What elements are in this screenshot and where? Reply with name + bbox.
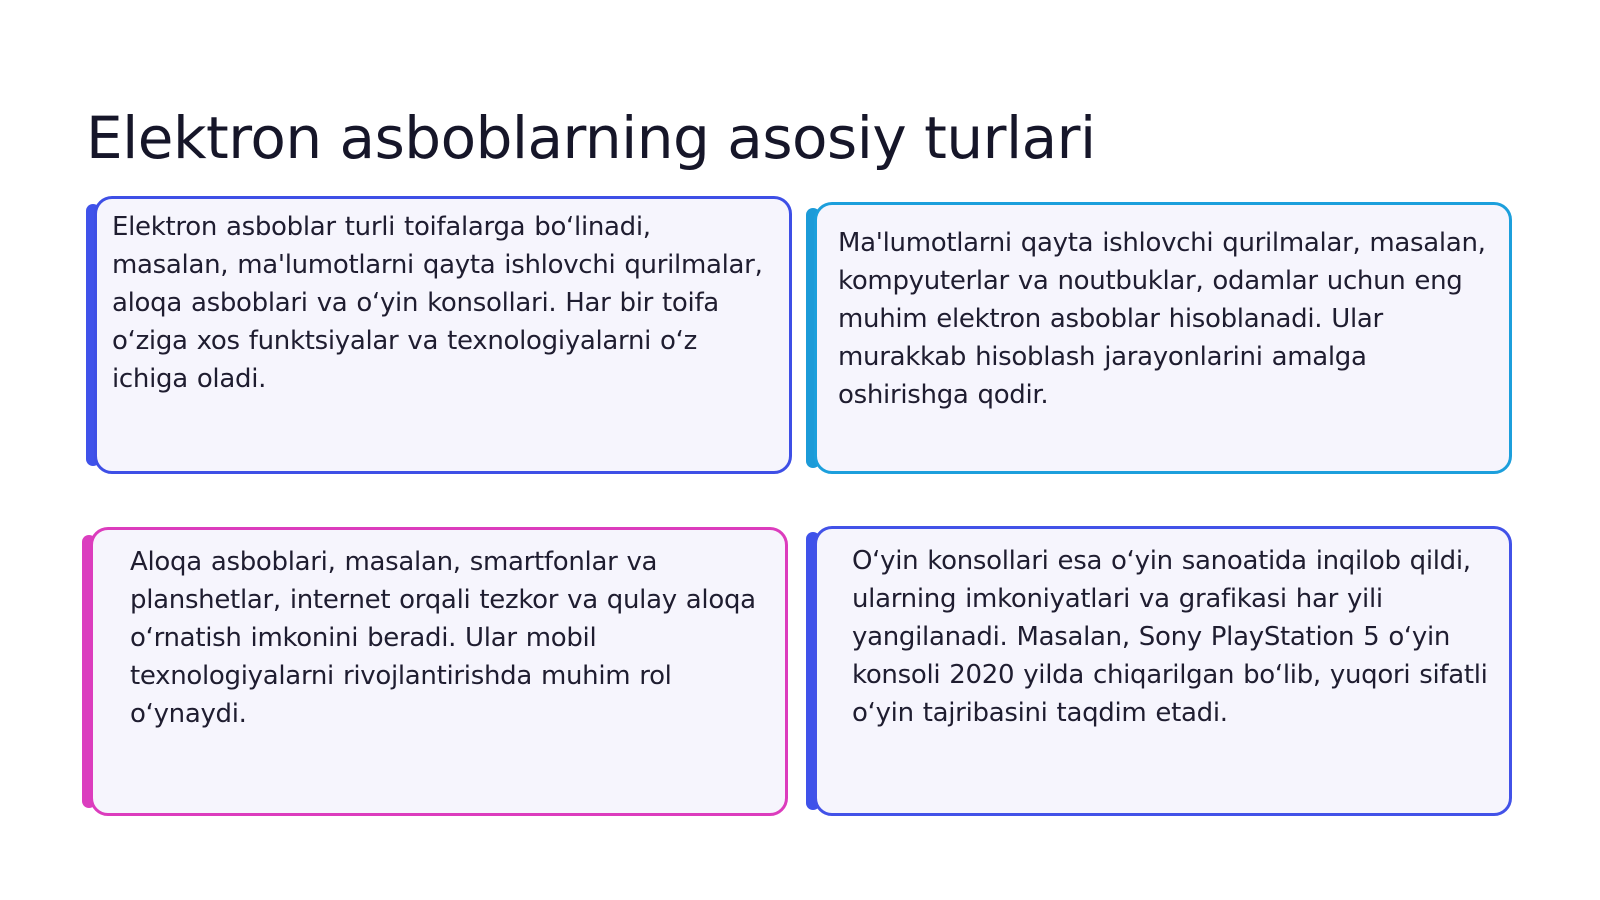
card-data-categories [86,196,792,474]
card-text: Aloqa asboblari, masalan, smartfonlar va planshetlar, internet orqali tezkor va qulay aloqa o‘rnatish imkonini beradi. Ular mobil texnologiyalarni rivojlantirishda muhim rol o‘ynaydi. [130,547,756,729]
slide-title: Elektron asboblarning asosiy turlari [86,104,1096,172]
card-text: O‘yin konsollari esa o‘yin sanoatida inqilob qildi, ularning imkoniyatlari va grafikasi har yili yangilanadi. Masalan, Sony PlayStation 5 o‘yin konsoli 2020 yilda chiqarilgan bo‘lib, yuqori sifatli o‘yin tajribasini taqdim etadi. [852,546,1488,728]
card-text: Ma'lumotlarni qayta ishlovchi qurilmalar, masalan, kompyuterlar va noutbuklar, odamlar uchun eng muhim elektron asboblar hisoblanadi. Ular murakkab hisoblash jarayonlarini amalga oshirishga qodir. [838,228,1486,410]
card-game-consoles [806,526,1512,816]
card-data-processing [806,202,1512,474]
card-text: Elektron asboblar turli toifalarga bo‘linadi, masalan, ma'lumotlarni qayta ishlovchi qurilmalar, aloqa asboblari va o‘yin konsollari. Har bir toifa o‘ziga xos funktsiyalar va texnologiyalarni o‘z ichiga oladi. [112,212,763,394]
card-communication [82,527,788,816]
